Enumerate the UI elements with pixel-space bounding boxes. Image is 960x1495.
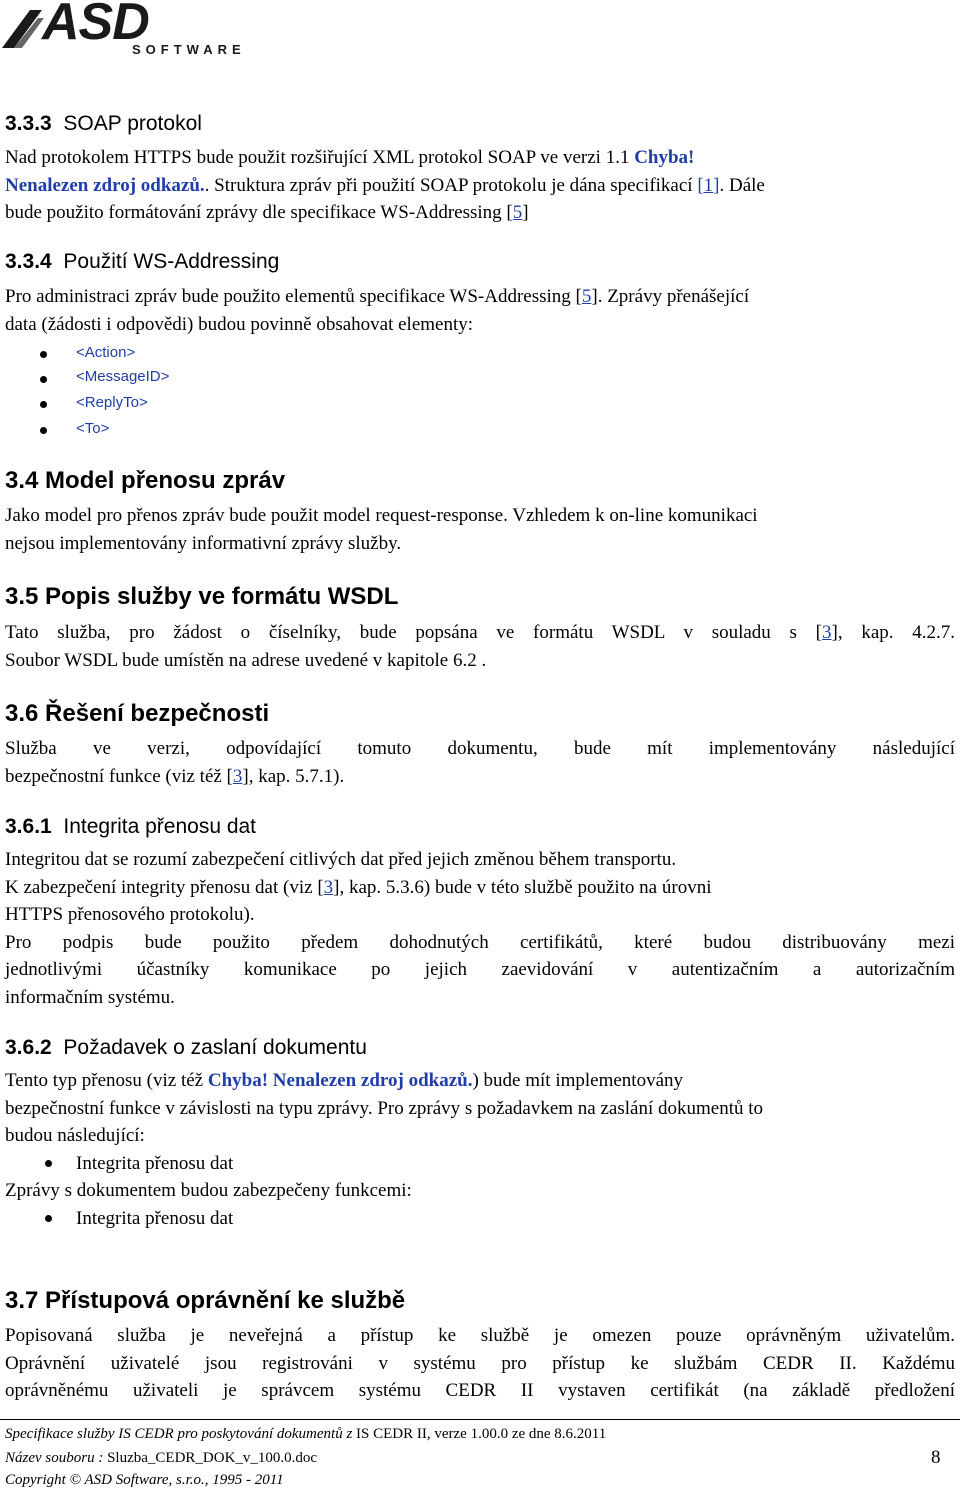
company-logo bbox=[0, 0, 275, 58]
bullet-icon bbox=[40, 427, 47, 434]
ref-link-3[interactable]: 3 bbox=[822, 622, 832, 643]
list-item: Integrita přenosu dat bbox=[5, 1205, 955, 1233]
footer-filename: Název souboru : Sluzba_CEDR_DOK_v_100.0.doc bbox=[5, 1450, 318, 1466]
heading-3-6: 3.6 Řešení bezpečnosti bbox=[5, 700, 270, 727]
heading-3-6-1: 3.6.1 Integrita přenosu dat bbox=[5, 815, 257, 838]
heading-3-7: 3.7 Přístupová oprávnění ke službě bbox=[5, 1287, 406, 1314]
paragraph-model: Jako model pro přenos zpráv bude použit model request-response. Vzhledem k on-line komunikaci nejsou implementovány informativní zprávy služby. bbox=[5, 505, 758, 554]
paragraph-soap: Nad protokolem HTTPS bude použit rozšiřující XML protokol SOAP ve verzi 1.1 Chyba! Nenalezen zdroj odkazů.. Struktura zpráv při použití SOAP protokolu je dána specifikací [1]. Dále bude použito formátování zprávy dle specifikace WS-Addressing [5] bbox=[5, 147, 765, 223]
list-item: <ReplyTo> bbox=[76, 394, 148, 411]
bullet-icon bbox=[40, 376, 47, 383]
paragraph-integrity: Integritou dat se rozumí zabezpečení citlivých dat před jejich změnou během transportu. K zabezpečení integrity přenosu dat (viz [3], kap. 5.3.6) bude v této službě použito na úrovni HTTPS přenosového protokolu). Pro podpis bude použito předem dohodnutých certifikátů, které budou distribuovány mezi jednotlivými účastníky komunikace po jejich zaevidování v autentizačním a autorizačním informačním systému. bbox=[5, 849, 955, 1008]
paragraph-document-request: Tento typ přenosu (viz též Chyba! Nenalezen zdroj odkazů.) bude mít implementovány bezpečnostní funkce v závislosti na typu zprávy. Pro zprávy s požadavkem na zaslání dokumentů to budou následující: Integrita přenosu dat Zprávy s dokumentem budou zabezpečeny funkcemi: Integrita přenosu dat bbox=[5, 1067, 955, 1232]
ref-link-3[interactable]: 3 bbox=[232, 765, 243, 787]
ref-link-3[interactable]: 3 bbox=[323, 876, 334, 898]
page-number: 8 bbox=[931, 1447, 941, 1468]
ref-link-1[interactable]: [1] bbox=[697, 174, 720, 196]
bullet-icon bbox=[45, 1215, 52, 1222]
paragraph-wsdl: Tato služba, pro žádost o číselníky, bude popsána ve formátu WSDL v souladu s [3], kap. 4.2.7. Soubor WSDL bude umístěn na adrese uvedené v kapitole 6.2 . bbox=[5, 622, 955, 671]
paragraph-security: Služba ve verzi, odpovídající tomuto dokumentu, bude mít implementovány následující bezpečnostní funkce (viz též [3], kap. 5.7.1). bbox=[5, 738, 955, 787]
element-list bbox=[0, 340, 400, 440]
paragraph-access: Popisovaná služba je neveřejná a přístup ke službě je omezen pouze oprávněným uživatelům. Oprávnění uživatelé jsou registrováni v systému pro přístup ke službám CEDR II. Každému oprávněnému uživateli je správcem systému CEDR II vystaven certifikát (na základě předložení bbox=[5, 1325, 955, 1401]
heading-3-4: 3.4 Model přenosu zpráv bbox=[5, 467, 286, 494]
heading-3-3-4: 3.3.4 Použití WS-Addressing bbox=[5, 250, 280, 273]
ref-link-5[interactable]: 5 bbox=[512, 202, 523, 223]
footer-copyright: Copyright © ASD Software, s.r.o., 1995 - 2011 bbox=[5, 1472, 284, 1488]
logo-swoosh-icon bbox=[0, 4, 44, 52]
list-item: <MessageID> bbox=[76, 368, 170, 385]
paragraph-ws-addressing: Pro administraci zpráv bude použito elementů specifikace WS-Addressing [5]. Zprávy přenášející data (žádosti i odpovědi) budou povinně obsahovat elementy: bbox=[5, 286, 750, 335]
heading-3-3-3: 3.3.3 SOAP protokol bbox=[5, 112, 202, 135]
list-item: Integrita přenosu dat bbox=[5, 1150, 955, 1178]
heading-3-6-2: 3.6.2 Požadavek o zaslaní dokumentu bbox=[5, 1036, 367, 1059]
heading-3-5: 3.5 Popis služby ve formátu WSDL bbox=[5, 583, 399, 610]
ref-link-5[interactable]: 5 bbox=[581, 286, 592, 307]
footer-spec: Specifikace služby IS CEDR pro poskytování dokumentů z IS CEDR II, verze 1.00.0 ze dne 8.6.2011 bbox=[5, 1426, 607, 1442]
logo-text: ASD bbox=[42, 0, 149, 51]
bullet-icon bbox=[40, 401, 47, 408]
bullet-icon bbox=[45, 1160, 52, 1167]
footer-divider bbox=[0, 1419, 960, 1420]
list-item: <To> bbox=[76, 420, 110, 437]
list-item: <Action> bbox=[76, 344, 136, 361]
bullet-icon bbox=[40, 351, 47, 358]
logo-subtext: SOFTWARE bbox=[132, 42, 246, 57]
